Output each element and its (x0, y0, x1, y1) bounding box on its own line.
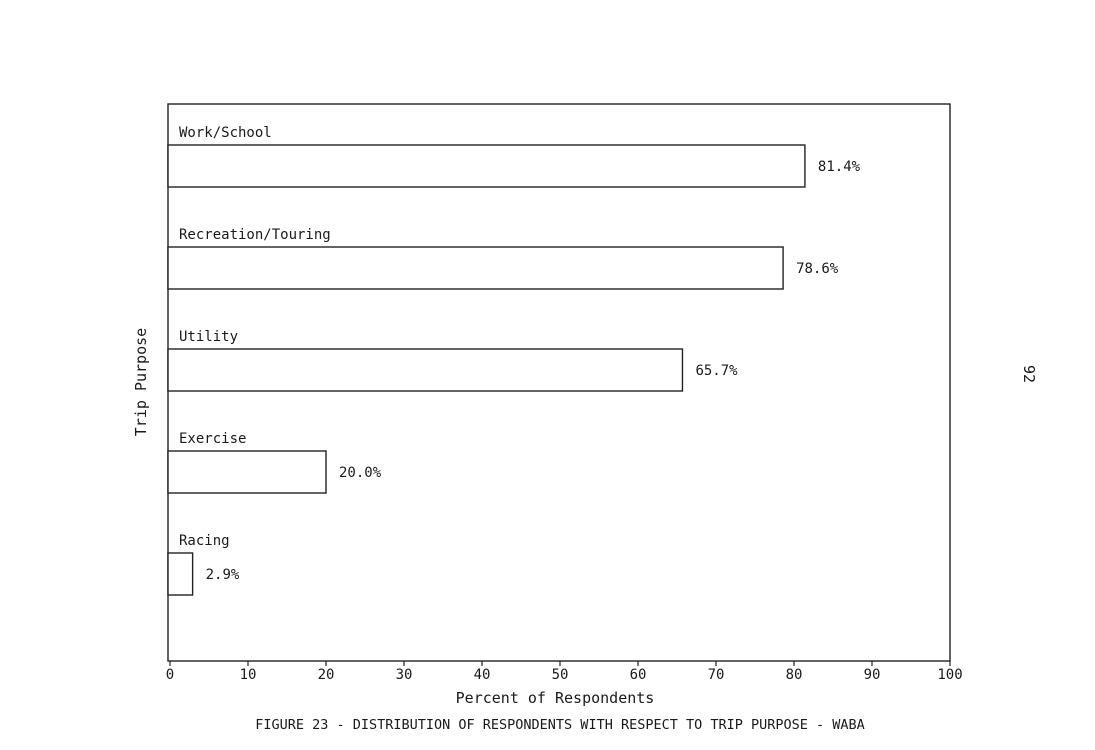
x-tick-label: 60 (629, 667, 647, 683)
bars-layer (168, 125, 861, 595)
x-tick-label: 30 (395, 667, 413, 683)
bar (168, 553, 193, 595)
category-label: Work/School (179, 125, 272, 141)
x-tick-label: 70 (707, 667, 725, 683)
category-label: Utility (179, 329, 239, 345)
bar (168, 451, 326, 493)
x-tick-label: 0 (165, 667, 175, 683)
ticks-layer (166, 661, 963, 683)
x-tick-label: 90 (863, 667, 881, 683)
category-label: Exercise (179, 431, 247, 447)
value-label: 65.7% (695, 363, 738, 379)
value-label: 81.4% (817, 159, 861, 175)
x-tick-label: 50 (551, 667, 569, 683)
value-label: 20.0% (339, 465, 382, 481)
category-label: Recreation/Touring (179, 227, 331, 243)
x-tick-label: 10 (239, 667, 257, 683)
category-label: Racing (179, 533, 230, 549)
bar (168, 349, 682, 391)
bar (168, 145, 805, 187)
x-tick-label: 40 (473, 667, 491, 683)
bar (168, 247, 783, 289)
y-axis-title: Trip Purpose (132, 327, 150, 437)
x-tick-label: 20 (317, 667, 335, 683)
x-tick-label: 80 (785, 667, 803, 683)
x-axis-title: Percent of Respondents (455, 689, 655, 707)
figure-caption: FIGURE 23 - DISTRIBUTION OF RESPONDENTS WITH RESPECT TO TRIP PURPOSE - WABA (255, 717, 865, 733)
value-label: 78.6% (796, 261, 839, 277)
x-tick-label: 100 (937, 667, 963, 683)
page-number: 92 (1020, 364, 1038, 384)
value-label: 2.9% (205, 567, 240, 583)
